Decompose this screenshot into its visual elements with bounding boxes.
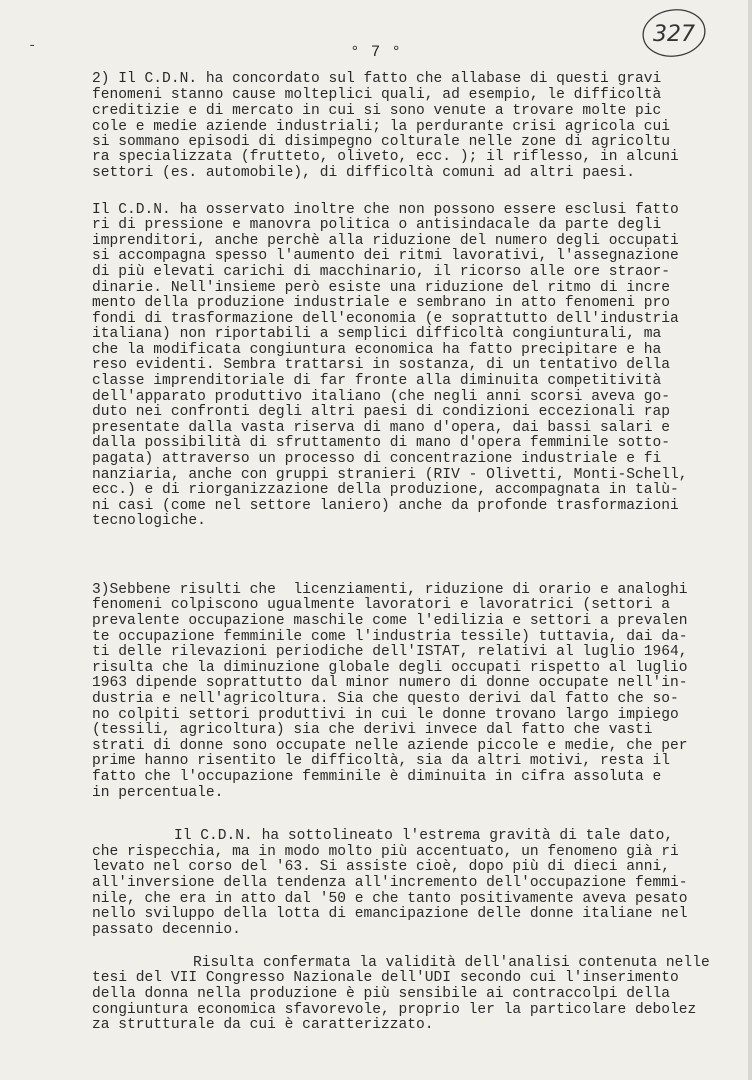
text-line: nello sviluppo della lotta di emancipazione delle donne italiane nel (92, 906, 688, 922)
text-line: duto nei confronti degli altri paesi di condizioni eccezionali rap (92, 404, 671, 420)
text-line: congiuntura economica sfavorevole, proprio ler la particolare debolez (92, 1002, 697, 1018)
text-line: ti delle rilevazioni periodiche dell'ISTAT, relativi al luglio 1964, (92, 644, 688, 660)
text-line: presentate dalla vasta riserva di mano d'opera, dai bassi salari e (92, 420, 671, 436)
margin-dash: - (28, 38, 37, 54)
text-line: mento della produzione industriale e sembrano in atto fenomeni pro (92, 295, 671, 311)
text-line: Il C.D.N. ha sottolineato l'estrema gravità di tale dato, (174, 828, 674, 844)
text-line: si sommano episodi di disimpegno colturale nelle zone di agricoltu (92, 134, 671, 150)
text-line: ni casi (come nel settore laniero) anche da profonde trasformazioni (92, 498, 679, 514)
text-line: tecnologiche. (92, 513, 206, 529)
text-line: te occupazione femminile come l'industria tessile) tuttavia, dai da- (92, 629, 688, 645)
text-line: za strutturale da cui è caratterizzato. (92, 1017, 434, 1033)
text-line: prevalente occupazione maschile come l'edilizia e settori a prevalen (92, 613, 688, 629)
text-line: 1963 dipende soprattutto dal minor numero di donne occupate nell'in- (92, 675, 688, 691)
text-line: nile, che era in atto dal '50 e che tanto positivamente aveva pesato (92, 891, 688, 907)
text-line: ra specializzata (frutteto, oliveto, ecc. ); il riflesso, in alcuni (92, 149, 679, 165)
text-line: no colpiti settori produttivi in cui le donne trovano largo impiego (92, 707, 679, 723)
text-line: dustria e nell'agricoltura. Sia che questo derivi dal fatto che so- (92, 691, 679, 707)
text-line: tesi del VII Congresso Nazionale dell'UDI secondo cui l'inserimento (92, 970, 679, 986)
text-line: strati di donne sono occupate nelle aziende piccole e medie, che per (92, 738, 688, 754)
text-line: passato decennio. (92, 922, 241, 938)
archive-number-stamp (640, 6, 708, 60)
text-line: (tessili, agricoltura) sia che derivi invece dal fatto che vasti (92, 722, 653, 738)
text-line: di più elevati carichi di macchinario, il ricorso alle ore straor- (92, 264, 671, 280)
text-line: dalla possibilità di sfruttamento di mano d'opera femminile sotto- (92, 435, 671, 451)
stamp-number: 327 (653, 22, 695, 47)
text-line: Il C.D.N. ha osservato inoltre che non possono essere esclusi fatto (92, 202, 679, 218)
text-line: si accompagna spesso l'aumento dei ritmi lavorativi, l'assegnazione (92, 248, 679, 264)
text-line: in percentuale. (92, 785, 224, 801)
text-line: prime hanno risentito le difficoltà, sia da altri motivi, resta il (92, 753, 671, 769)
text-line: dinarie. Nell'insieme però esiste una riduzione del ritmo di incre (92, 280, 671, 296)
text-line: fenomeni stanno cause molteplici quali, ad esempio, le difficoltà (92, 87, 662, 103)
text-line: pagata) attraverso un processo di concentrazione industriale e fi (92, 451, 662, 467)
text-line: cole e medie aziende industriali; la perdurante crisi agricola cui (92, 119, 671, 135)
text-line: della donna nella produzione è più sensibile ai contraccolpi della (92, 986, 671, 1002)
text-line: creditizie e di mercato in cui si sono venute a trovare molte pic (92, 103, 662, 119)
text-line: settori (es. automobile), di difficoltà comuni ad altri paesi. (92, 165, 635, 181)
text-line: reso evidenti. Sembra trattarsi in sostanza, di un tentativo della (92, 357, 671, 373)
text-line: italiana) non riportabili a semplici difficoltà congiunturali, ma (92, 326, 662, 342)
text-line: fondi di trasformazione dell'economia (e soprattutto dell'industria (92, 311, 679, 327)
text-line: classe imprenditoriale di far fronte alla diminuita competitività (92, 373, 662, 389)
text-line: nanziaria, anche con gruppi stranieri (RIV - Olivetti, Monti-Schell, (92, 467, 688, 483)
text-line: fenomeni colpiscono ugualmente lavoratori e lavoratrici (settori a (92, 597, 671, 613)
stamp-circle-icon (640, 6, 708, 60)
text-line: ri di pressione e manovra politica o antisindacale da parte degli (92, 217, 662, 233)
page-number: ° 7 ° (350, 43, 402, 61)
text-line: risulta che la diminuzione globale degli occupati rispetto al luglio (92, 660, 688, 676)
text-line: imprenditori, anche perchè alla riduzione del numero degli occupati (92, 233, 679, 249)
text-line: 3)Sebbene risulti che licenziamenti, riduzione di orario e analoghi (92, 582, 688, 598)
text-line: che la modificata congiuntura economica ha fatto precipitare e ha (92, 342, 662, 358)
text-line: che rispecchia, ma in modo molto più accentuato, un fenomeno già ri (92, 844, 679, 860)
text-line: all'inversione della tendenza all'incremento dell'occupazione femmi- (92, 875, 688, 891)
text-line: Risulta confermata la validità dell'analisi contenuta nelle (193, 955, 710, 971)
text-line: 2) Il C.D.N. ha concordato sul fatto che allabase di questi gravi (92, 71, 662, 87)
text-line: fatto che l'occupazione femminile è diminuita in cifra assoluta e (92, 769, 662, 785)
text-line: levato nel corso del '63. Si assiste cioè, dopo più di dieci anni, (92, 859, 671, 875)
text-line: ecc.) e di riorganizzazione della produzione, accompagnata in talù- (92, 482, 679, 498)
text-line: dell'apparato produttivo italiano (che negli anni scorsi aveva go- (92, 389, 671, 405)
